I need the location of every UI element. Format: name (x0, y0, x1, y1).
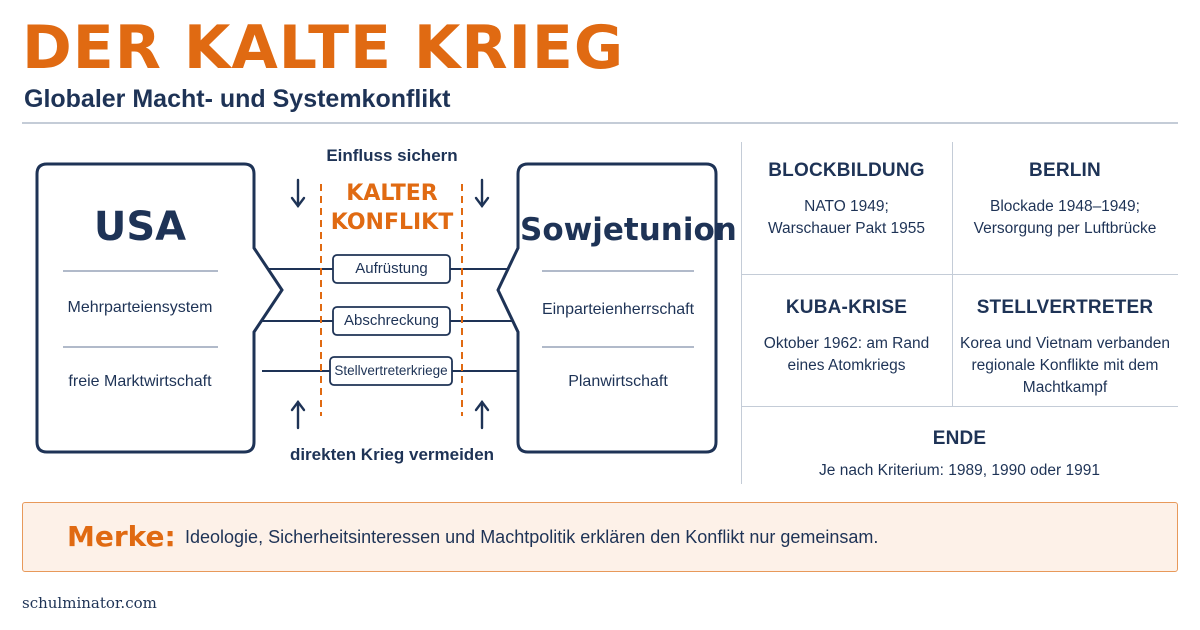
soviet-feature: Einparteienherrschaft (541, 301, 695, 318)
usa-feature: freie Marktwirtschaft (68, 373, 212, 390)
footer-site: schulminator.com (22, 594, 157, 612)
arrow-down-icon (292, 180, 304, 206)
tag-label: Abschreckung (343, 312, 440, 329)
info-text: Warschauer Pakt 1955 (767, 220, 926, 237)
header-divider (22, 122, 1178, 124)
info-text: Machtkampf (1022, 379, 1108, 396)
grid-divider (741, 274, 1178, 275)
info-text: eines Atomkriegs (787, 357, 906, 374)
conflict-diagram (0, 130, 735, 490)
info-title: ENDE (932, 428, 987, 449)
merke-text: Ideologie, Sicherheitsinteressen und Machtpolitik erklären den Konflikt nur gemeinsam. (185, 527, 879, 547)
info-cell-kuba (741, 297, 952, 377)
info-title: STELLVERTRETER (976, 297, 1154, 318)
soviet-feature: Planwirtschaft (568, 373, 668, 390)
center-title-line-1: KALTER (346, 181, 438, 206)
info-text: NATO 1949; (804, 198, 889, 215)
info-title: KUBA-KRISE (785, 297, 908, 318)
usa-name: USA (93, 204, 187, 250)
usa-feature: Mehrparteiensystem (67, 299, 213, 316)
grid-divider (741, 406, 1178, 407)
soviet-name: Sowjetunion (520, 212, 737, 248)
arrow-up-icon (292, 402, 304, 428)
info-cell-stellvertreter (952, 297, 1178, 399)
tag-label: Stellvertreterkriege (334, 363, 448, 378)
info-cell-blockbildung (741, 160, 952, 240)
arrow-down-icon (476, 180, 488, 206)
info-cell-ende (741, 428, 1178, 482)
info-text: Versorgung per Luftbrücke (973, 220, 1157, 237)
merke-label: Merke: (67, 520, 176, 553)
page-title: DER KALTE KRIEG (22, 13, 625, 83)
info-text: Oktober 1962: am Rand (763, 335, 930, 352)
info-text: regionale Konflikte mit dem (971, 357, 1159, 374)
tag-label: Aufrüstung (355, 260, 428, 277)
info-text: Je nach Kriterium: 1989, 1990 oder 1991 (819, 462, 1100, 479)
arrow-up-icon (476, 402, 488, 428)
bottom-label: direkten Krieg vermeiden (289, 445, 495, 464)
center-title-line-2: KONFLIKT (330, 210, 454, 235)
page-subtitle: Globaler Macht- und Systemkonflikt (24, 85, 451, 113)
merke-box (22, 502, 1178, 572)
info-title: BERLIN (1029, 160, 1101, 181)
info-cell-berlin (952, 160, 1178, 240)
info-title: BLOCKBILDUNG (768, 160, 925, 181)
info-text: Blockade 1948–1949; (990, 198, 1140, 215)
top-label: Einfluss sichern (326, 146, 458, 165)
info-text: Korea und Vietnam verbanden (960, 335, 1170, 352)
